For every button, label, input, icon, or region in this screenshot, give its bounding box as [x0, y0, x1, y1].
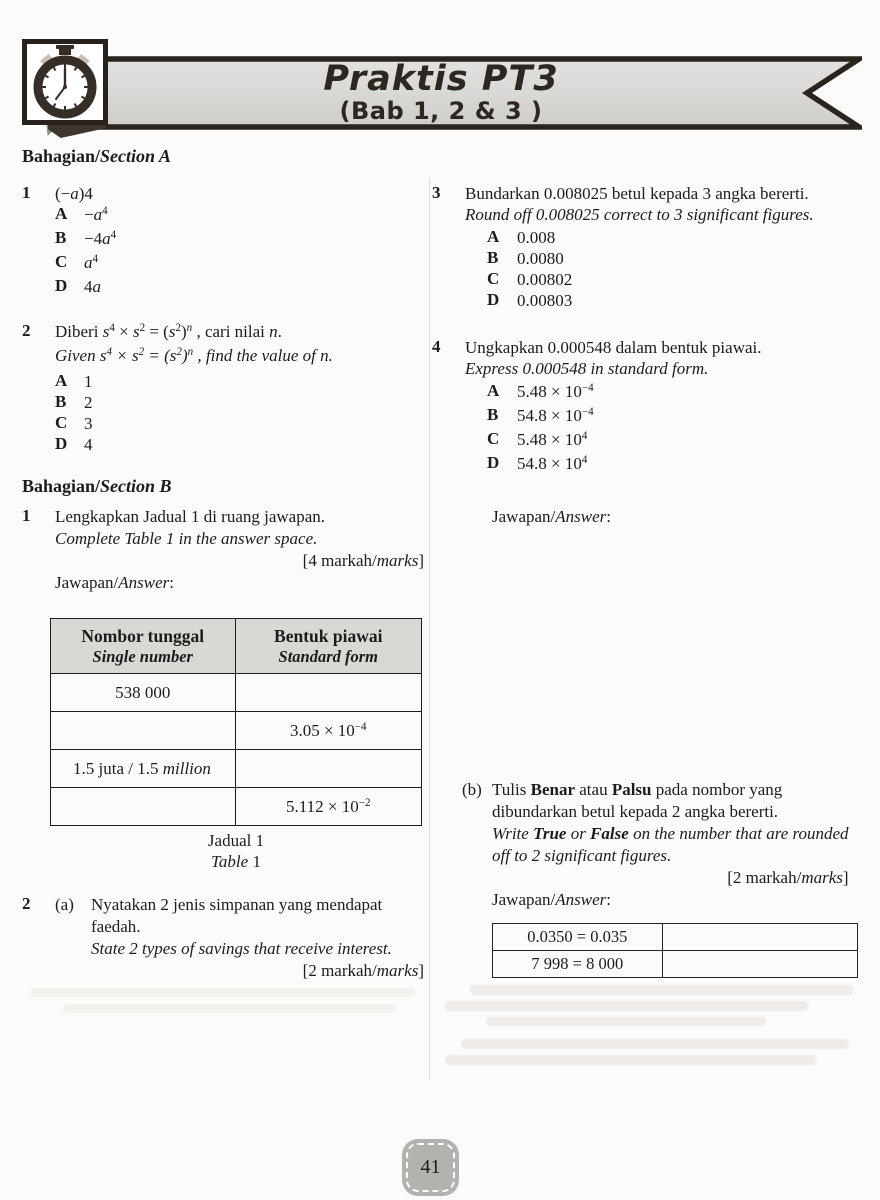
option-text: 4 [84, 435, 93, 454]
question-text-english: off to 2 significant figures. [492, 846, 672, 865]
option-text: 0.00803 [517, 291, 573, 310]
question-text-malay: faedah. [91, 917, 141, 936]
section-a-left-column [22, 183, 424, 455]
table-cell: 7 998 = 8 000 [493, 951, 663, 978]
table-cell: 538 000 [51, 674, 236, 712]
question-body [55, 183, 116, 297]
option-row [487, 453, 762, 477]
table-caption [50, 830, 422, 872]
table-row [493, 924, 858, 951]
question-number: 1 [22, 506, 31, 525]
question-number: 1 [22, 183, 31, 202]
table-row [493, 951, 858, 978]
option-row [55, 413, 333, 434]
option-letter: B [487, 248, 499, 267]
banner-text [70, 60, 812, 124]
option-row [487, 269, 814, 290]
option-letter: A [487, 227, 500, 246]
table-row [51, 750, 422, 788]
question-row [462, 779, 849, 911]
table-cell: 0.0350 = 0.035 [493, 924, 663, 951]
question-stem: (−a)4 [55, 184, 93, 203]
option-letter: C [55, 252, 68, 271]
header-malay: Bentuk piawai [274, 625, 383, 646]
section-b-question-1 [22, 506, 424, 594]
option-text: $-4a^4$ [84, 229, 117, 248]
question-body [492, 779, 849, 911]
table-header-cell [235, 619, 421, 674]
marks-label: [2 markah/marks] [302, 961, 424, 980]
option-text: $-a^4$ [84, 205, 108, 224]
option-row [55, 252, 116, 276]
answer-label: Jawapan/Answer: [55, 573, 174, 592]
header-english: Standard form [278, 646, 378, 666]
option-row [487, 405, 762, 429]
bleed-through-text [445, 985, 857, 1081]
page-number: 41 [406, 1143, 455, 1192]
options-list [465, 227, 814, 311]
question-text-malay: Nyatakan 2 jenis simpanan yang mendapat [91, 895, 383, 914]
option-letter: D [55, 276, 68, 295]
option-text: 0.00802 [517, 270, 573, 289]
option-row [487, 227, 814, 248]
bleed-through-text [22, 988, 427, 1028]
question-text-english: Complete Table 1 in the answer space. [55, 529, 318, 548]
option-letter: D [55, 434, 68, 453]
table-row [51, 788, 422, 826]
option-letter: A [55, 371, 68, 390]
question-stem-english: Express 0.000548 in standard form. [465, 359, 709, 378]
option-text: $a^4$ [84, 253, 99, 272]
question-text-english: Write True or False on the number that are rounded [492, 824, 849, 843]
answer-table-jadual-1 [50, 618, 422, 826]
question-body [465, 183, 814, 311]
question-body [55, 506, 424, 594]
question-number: 3 [432, 183, 441, 202]
question-stem: Bundarkan 0.008025 betul kepada 3 angka bererti. [465, 184, 809, 203]
table-cell-blank [662, 924, 857, 951]
question-text-malay: Tulis Benar atau Palsu pada nombor yang [492, 780, 783, 799]
section-b-heading: Bahagian/Section B [22, 476, 172, 496]
option-row [55, 276, 116, 297]
options-list [55, 204, 116, 297]
option-row [487, 381, 762, 405]
question-stem-english: Given $s^4 \times s^2 = (s^2)^n$ , find the value of n. [55, 346, 333, 365]
marks-label: [4 markah/marks] [302, 551, 424, 570]
option-row [487, 429, 762, 453]
option-row [55, 204, 116, 228]
question-number: 2 [22, 321, 31, 340]
options-list [465, 381, 762, 477]
option-letter: C [55, 413, 68, 432]
option-text: 0.008 [517, 228, 556, 247]
page-title: Praktis PT3 [323, 59, 559, 99]
question-text-english: State 2 types of savings that receive interest. [91, 939, 392, 958]
table-cell-blank [662, 951, 857, 978]
header-english: Single number [92, 646, 193, 666]
option-row [55, 371, 333, 392]
option-text: $5.48 \times 10^4$ [517, 430, 588, 449]
option-letter: A [487, 381, 500, 400]
section-a-right-column [432, 183, 860, 477]
option-letter: C [487, 429, 500, 448]
options-list [55, 371, 333, 455]
table-row [51, 674, 422, 712]
table-header-cell [51, 619, 236, 674]
page-subtitle: (Bab 1, 2 & 3 ) [339, 97, 543, 125]
option-text: 1 [84, 372, 93, 391]
question-part-label: (a) [55, 895, 74, 914]
column-divider [429, 178, 430, 1080]
question-number: 4 [432, 337, 441, 356]
option-text: 2 [84, 393, 93, 412]
question-number: 2 [22, 894, 31, 913]
section-a-heading: Bahagian/Section A [22, 146, 171, 166]
option-text: 3 [84, 414, 93, 433]
option-text: 4a [84, 277, 101, 296]
question-2 [22, 321, 424, 455]
option-text: 0.0080 [517, 249, 564, 268]
question-stem: Diberi $s^4 \times s^2 = (s^2)^n$ , cari nilai n. [55, 322, 282, 341]
option-row [55, 392, 333, 413]
option-row [55, 434, 333, 455]
question-stem: Ungkapkan 0.000548 dalam bentuk piawai. [465, 338, 762, 357]
question-text-malay: Lengkapkan Jadual 1 di ruang jawapan. [55, 507, 326, 526]
stopwatch-icon [22, 39, 108, 125]
table-caption-english: Table 1 [211, 852, 261, 871]
stopwatch-glyph [27, 44, 103, 120]
option-row [487, 248, 814, 269]
question-stem-english: Round off 0.008025 correct to 3 significant figures. [465, 205, 814, 224]
question-row [22, 894, 424, 982]
section-b-question-2b [462, 779, 849, 911]
question-4 [432, 337, 860, 477]
answer-label: Jawapan/Answer: [492, 890, 611, 909]
option-letter: B [55, 392, 67, 411]
section-b-question-2a [22, 894, 424, 982]
question-body [465, 337, 762, 477]
option-text: $54.8 \times 10^{-4}$ [517, 406, 594, 425]
table-cell-blank [235, 750, 421, 788]
option-text: $54.8 \times 10^4$ [517, 454, 588, 473]
option-row [487, 290, 814, 311]
option-letter: D [487, 453, 500, 472]
option-letter: D [487, 290, 500, 309]
table-cell-blank [51, 712, 236, 750]
question-part-label: (b) [462, 780, 482, 799]
option-text: $5.48 \times 10^{-4}$ [517, 382, 594, 401]
page-number-badge [402, 1139, 459, 1196]
table-caption-malay: Jadual 1 [207, 831, 265, 850]
table-cell: 1.5 juta / 1.5 million [51, 750, 236, 788]
answer-table-true-false [492, 923, 858, 978]
option-letter: C [487, 269, 500, 288]
question-3 [432, 183, 860, 311]
marks-label: [2 markah/marks] [727, 868, 849, 887]
table-row [51, 712, 422, 750]
question-row [22, 506, 424, 594]
question-body [91, 894, 424, 982]
option-letter: A [55, 204, 68, 223]
answer-label: Jawapan/Answer: [492, 507, 611, 526]
table-cell-blank [235, 674, 421, 712]
table-cell: $3.05 \times 10^{-4}$ [235, 712, 421, 750]
option-letter: B [487, 405, 499, 424]
question-text-malay: dibundarkan betul kepada 2 angka bererti. [492, 802, 779, 821]
option-row [55, 228, 116, 252]
table-cell: $5.112 \times 10^{-2}$ [235, 788, 421, 826]
option-letter: B [55, 228, 67, 247]
table-cell-blank [51, 788, 236, 826]
question-body [55, 321, 333, 455]
question-1 [22, 183, 424, 297]
header-malay: Nombor tunggal [81, 625, 205, 646]
